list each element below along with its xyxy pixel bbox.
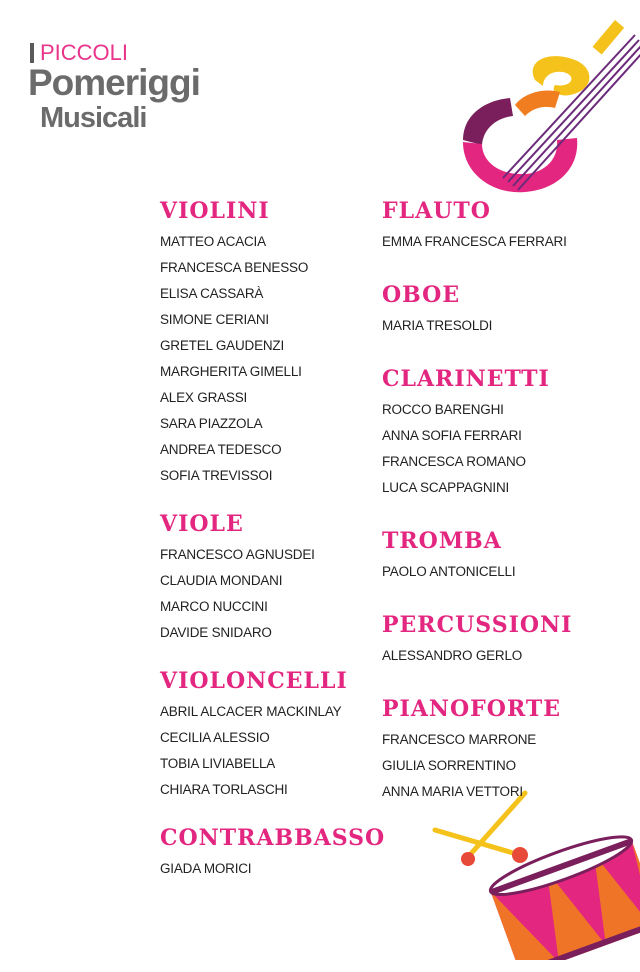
section-oboe — [382, 277, 622, 339]
musician-name: CECILIA ALESSIO — [160, 730, 270, 745]
section-percussioni — [382, 607, 622, 669]
section-clarinetti — [382, 361, 622, 501]
section-heading: PIANOFORTE — [382, 696, 561, 722]
musician-name: CHIARA TORLASCHI — [160, 782, 288, 797]
musician-name: MARCO NUCCINI — [160, 599, 268, 614]
musician-name: CLAUDIA MONDANI — [160, 573, 283, 588]
left-column — [160, 193, 386, 882]
musician-name: ANDREA TEDESCO — [160, 442, 282, 457]
musician-name: DAVIDE SNIDARO — [160, 625, 272, 640]
section-heading: VIOLE — [160, 511, 244, 537]
section-heading: TROMBA — [382, 528, 502, 554]
musician-name: FRANCESCA ROMANO — [382, 454, 526, 469]
musician-name: PAOLO ANTONICELLI — [382, 564, 516, 579]
section-heading: FLAUTO — [382, 198, 491, 224]
musician-name: FRANCESCO AGNUSDEI — [160, 547, 315, 562]
section-viole — [160, 506, 370, 646]
logo — [30, 40, 230, 140]
musician-name: ROCCO BARENGHI — [382, 402, 504, 417]
section-violini — [160, 193, 370, 489]
musician-name: MARGHERITA GIMELLI — [160, 364, 302, 379]
right-column — [382, 193, 622, 805]
musician-name: MARIA TRESOLDI — [382, 318, 493, 333]
section-heading: VIOLONCELLI — [160, 668, 348, 694]
logo-bar — [30, 43, 34, 63]
musician-name: EMMA FRANCESCA FERRARI — [382, 234, 567, 249]
violin-icon — [455, 20, 640, 200]
section-heading: PERCUSSIONI — [382, 612, 573, 638]
musician-name: ALEX GRASSI — [160, 390, 248, 405]
musician-name: GRETEL GAUDENZI — [160, 338, 285, 353]
section-tromba — [382, 523, 622, 585]
musician-name: FRANCESCA BENESSO — [160, 260, 309, 275]
section-heading: OBOE — [382, 282, 461, 308]
musician-name: TOBIA LIVIABELLA — [160, 756, 276, 771]
musician-name: MATTEO ACACIA — [160, 234, 266, 249]
musician-name: FRANCESCO MARRONE — [382, 732, 537, 747]
section-heading: CONTRABBASSO — [160, 825, 386, 851]
drum-icon — [430, 785, 640, 960]
section-heading: VIOLINI — [160, 198, 270, 224]
logo-line1: PICCOLI — [40, 40, 129, 65]
section-pianoforte — [382, 691, 622, 805]
musician-name: GIADA MORICI — [160, 861, 252, 876]
section-heading: CLARINETTI — [382, 366, 550, 392]
musician-name: SARA PIAZZOLA — [160, 416, 263, 431]
musician-name: SOFIA TREVISSOI — [160, 468, 273, 483]
musician-name: LUCA SCAPPAGNINI — [382, 480, 510, 495]
musician-name: ANNA SOFIA FERRARI — [382, 428, 522, 443]
section-violoncelli — [160, 663, 370, 803]
logo-pomeriggi: Pomeriggi — [28, 62, 200, 103]
musician-name: ALESSANDRO GERLO — [382, 648, 523, 663]
section-flauto — [382, 193, 622, 255]
musician-name: GIULIA SORRENTINO — [382, 758, 516, 773]
logo-musicali: Musicali — [40, 102, 147, 134]
musician-name: ELISA CASSARÀ — [160, 286, 264, 301]
musician-name: SIMONE CERIANI — [160, 312, 269, 327]
section-contrabbasso — [160, 820, 386, 882]
musician-name: ANNA MARIA VETTORI — [382, 784, 523, 799]
musician-name: ABRIL ALCACER MACKINLAY — [160, 704, 342, 719]
